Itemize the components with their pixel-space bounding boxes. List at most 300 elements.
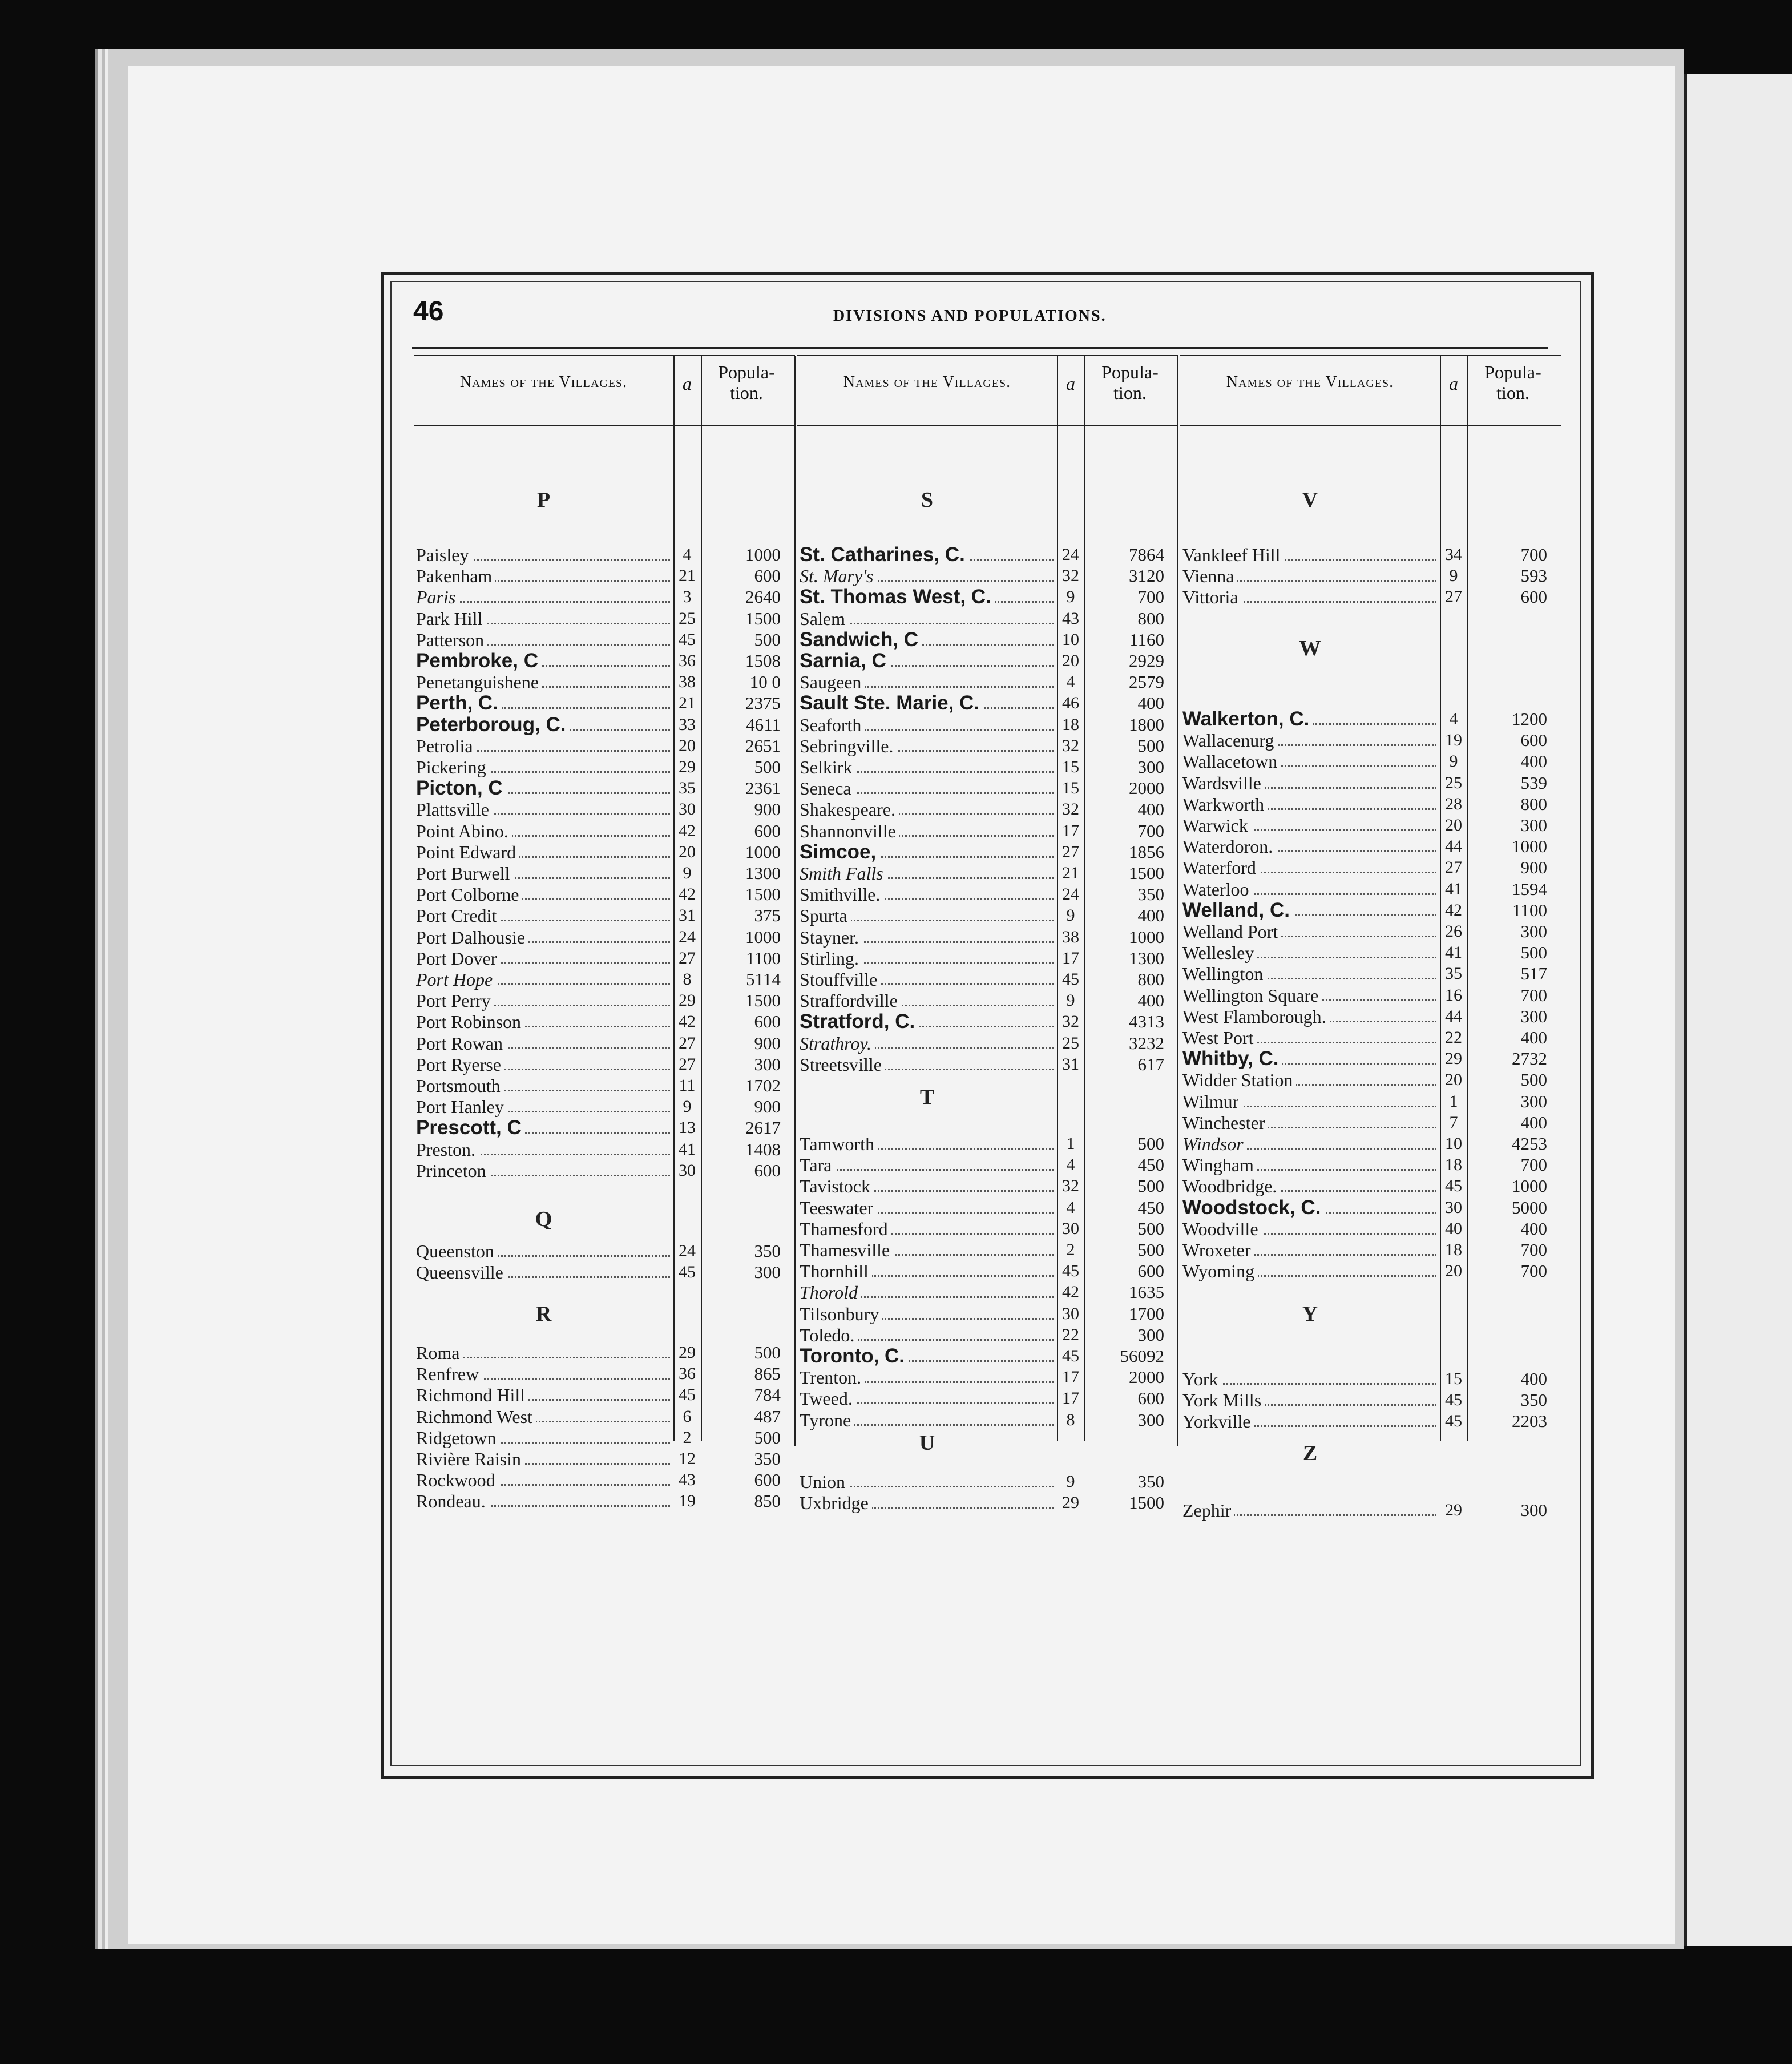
village-name-text: Port Hanley xyxy=(416,1096,507,1117)
village-name-text: Port Hope xyxy=(416,969,496,990)
page-number: 46 xyxy=(413,296,444,326)
village-name-text: Straffordville xyxy=(800,990,901,1011)
village-population: 617 xyxy=(1137,1054,1164,1074)
header-names: Names of the Villages. xyxy=(459,373,628,391)
village-row xyxy=(797,566,1178,586)
village-name xyxy=(416,1449,670,1469)
village-a-value: 41 xyxy=(1445,879,1462,898)
village-row xyxy=(797,672,1178,692)
village-name-text: Plattsville xyxy=(416,799,493,820)
village-name xyxy=(1182,1198,1436,1218)
village-a-value: 24 xyxy=(1062,885,1079,904)
village-a-value: 30 xyxy=(1445,1198,1462,1217)
village-a-value: 9 xyxy=(683,864,692,882)
village-name-text: Widder Station xyxy=(1182,1070,1296,1090)
village-name-text: Point Edward xyxy=(416,842,519,862)
village-name xyxy=(416,1470,670,1490)
village-population: 1702 xyxy=(745,1075,781,1095)
village-row xyxy=(1180,1091,1561,1112)
village-name-text: Woodstock, C. xyxy=(1182,1198,1324,1218)
village-row xyxy=(414,1160,795,1181)
village-row xyxy=(797,1261,1178,1281)
section-letter: Y xyxy=(1302,1302,1318,1326)
village-name xyxy=(800,1198,1054,1218)
village-name-text: St. Thomas West, C. xyxy=(800,587,995,607)
village-name-text: Park Hill xyxy=(416,608,486,629)
table-column xyxy=(797,350,1178,1514)
village-name xyxy=(800,1493,1054,1513)
village-name xyxy=(800,1240,1054,1260)
village-row xyxy=(414,757,795,777)
village-name xyxy=(416,1428,670,1448)
village-population: 350 xyxy=(1520,1390,1547,1410)
village-row xyxy=(797,757,1178,777)
village-row xyxy=(797,1176,1178,1196)
village-population: 5114 xyxy=(746,969,781,989)
village-row xyxy=(1180,730,1561,751)
village-name xyxy=(800,1325,1054,1345)
village-name-text: Princeton xyxy=(416,1160,490,1181)
village-name xyxy=(800,990,1054,1011)
village-a-value: 29 xyxy=(1445,1049,1462,1069)
village-row xyxy=(414,545,795,565)
village-population: 2617 xyxy=(745,1118,781,1138)
village-population: 500 xyxy=(754,757,781,777)
village-row xyxy=(1180,751,1561,772)
village-name-text: Peterboroug, C. xyxy=(416,715,570,735)
village-row xyxy=(1180,815,1561,836)
village-population: 500 xyxy=(1137,1176,1164,1196)
village-a-value: 30 xyxy=(1062,1219,1079,1238)
village-population: 2651 xyxy=(745,735,781,756)
village-population: 300 xyxy=(1137,757,1164,777)
village-population: 1200 xyxy=(1512,709,1547,729)
village-population: 700 xyxy=(1137,820,1164,841)
village-a-value: 45 xyxy=(679,1385,696,1405)
village-name-text: St. Mary's xyxy=(800,566,877,586)
village-population: 600 xyxy=(754,1470,781,1490)
village-name-text: Union xyxy=(800,1472,849,1492)
village-name-text: Port Dover xyxy=(416,948,500,969)
village-a-value: 9 xyxy=(1066,1472,1075,1491)
village-row xyxy=(1180,1500,1561,1521)
village-population: 7864 xyxy=(1129,545,1164,565)
village-population: 500 xyxy=(754,629,781,650)
village-row xyxy=(1180,942,1561,963)
village-population: 1100 xyxy=(746,948,781,968)
village-name xyxy=(800,736,1054,756)
village-name-text: Rockwood xyxy=(416,1470,499,1490)
village-a-value: 38 xyxy=(1062,927,1079,946)
village-row xyxy=(414,1118,795,1138)
column-top-rule xyxy=(1180,355,1561,356)
village-a-value: 21 xyxy=(679,694,696,713)
village-name-text: Simcoe, xyxy=(800,842,879,862)
village-row xyxy=(414,1449,795,1469)
village-name-text: Welland Port xyxy=(1182,921,1281,942)
village-a-value: 4 xyxy=(1066,1155,1075,1175)
village-name-text: Rivière Raisin xyxy=(416,1449,524,1469)
village-name-text: Stirling. xyxy=(800,948,862,969)
village-name xyxy=(1182,879,1436,900)
village-name-text: Roma xyxy=(416,1343,463,1363)
village-row xyxy=(1180,900,1561,921)
village-name-text: Wellington xyxy=(1182,964,1266,984)
village-population: 593 xyxy=(1520,566,1547,586)
village-a-value: 3 xyxy=(683,587,692,607)
village-name xyxy=(1182,857,1436,878)
village-name-text: York xyxy=(1182,1369,1222,1389)
village-name xyxy=(1182,709,1436,729)
village-a-value: 45 xyxy=(1062,1347,1079,1365)
village-row xyxy=(414,608,795,629)
village-a-value: 2 xyxy=(1066,1240,1075,1259)
village-a-value: 20 xyxy=(1445,816,1462,835)
village-row xyxy=(1180,1198,1561,1218)
village-population: 487 xyxy=(754,1406,781,1426)
village-name-text: Portsmouth xyxy=(416,1075,504,1096)
village-population: 1700 xyxy=(1129,1303,1164,1324)
village-row xyxy=(797,778,1178,799)
section-letter: U xyxy=(919,1431,935,1455)
village-population: 900 xyxy=(1520,857,1547,878)
header-population-line2: tion. xyxy=(1113,382,1147,403)
village-population: 1800 xyxy=(1129,714,1164,735)
village-name-text: Thamesford xyxy=(800,1219,891,1239)
village-a-value: 28 xyxy=(1445,794,1462,813)
village-name xyxy=(416,821,670,841)
village-name-text: Queensville xyxy=(416,1262,507,1283)
header-rule-double xyxy=(414,424,795,426)
village-name-text: Sault Ste. Marie, C. xyxy=(800,693,983,713)
village-population: 1100 xyxy=(1512,900,1547,920)
village-population: 400 xyxy=(1520,1112,1547,1132)
village-population: 700 xyxy=(1520,1155,1547,1175)
village-population: 3232 xyxy=(1129,1033,1164,1053)
village-name xyxy=(416,1364,670,1384)
village-name-text: Port Burwell xyxy=(416,863,513,884)
village-name-text: Picton, C xyxy=(416,778,506,799)
village-a-value: 44 xyxy=(1445,1006,1462,1026)
village-row xyxy=(1180,1027,1561,1048)
village-name xyxy=(1182,900,1436,921)
village-name xyxy=(1182,1134,1436,1154)
village-population: 1000 xyxy=(1512,1176,1547,1196)
village-row xyxy=(414,1139,795,1160)
village-a-value: 25 xyxy=(1062,1033,1079,1053)
village-row xyxy=(414,651,795,671)
village-row xyxy=(414,587,795,607)
village-row xyxy=(797,587,1178,607)
village-row xyxy=(797,1198,1178,1218)
village-row xyxy=(414,1054,795,1075)
village-name-text: Wallacenurg xyxy=(1182,730,1277,751)
village-name xyxy=(800,905,1054,926)
village-name xyxy=(1182,1091,1436,1112)
village-row xyxy=(414,672,795,692)
village-name-text: Waterdoron. xyxy=(1182,836,1276,857)
village-a-value: 21 xyxy=(679,566,696,586)
village-population: 700 xyxy=(1520,545,1547,565)
village-name-text: Thornhill xyxy=(800,1261,872,1281)
running-title: DIVISIONS AND POPULATIONS. xyxy=(833,307,1107,325)
village-a-value: 32 xyxy=(1062,1176,1079,1196)
village-row xyxy=(797,1472,1178,1492)
village-name xyxy=(800,799,1054,820)
village-row xyxy=(797,1304,1178,1324)
village-name xyxy=(416,990,670,1011)
village-row xyxy=(797,608,1178,629)
header-population-line2: tion. xyxy=(1496,382,1529,403)
village-name-text: Port Colborne xyxy=(416,884,522,905)
village-a-value: 43 xyxy=(679,1470,696,1490)
village-name xyxy=(1182,1112,1436,1133)
village-name xyxy=(416,672,670,692)
village-population: 865 xyxy=(754,1364,781,1384)
village-name-text: Penetanguishene xyxy=(416,672,542,692)
village-population: 1635 xyxy=(1129,1282,1164,1303)
village-population: 375 xyxy=(754,905,781,926)
village-name-text: Smith Falls xyxy=(800,863,887,884)
village-population: 4253 xyxy=(1512,1134,1547,1154)
village-name xyxy=(800,1054,1054,1075)
village-a-value: 25 xyxy=(679,608,696,628)
village-a-value: 19 xyxy=(679,1491,696,1511)
village-name-text: St. Catharines, C. xyxy=(800,545,968,565)
village-name-text: Warkworth xyxy=(1182,794,1268,815)
village-name xyxy=(416,842,670,862)
village-a-value: 9 xyxy=(1066,991,1075,1010)
village-row xyxy=(797,821,1178,841)
village-row xyxy=(1180,1390,1561,1410)
village-a-value: 20 xyxy=(1062,651,1079,670)
village-name-text: Petrolia xyxy=(416,736,477,756)
village-name-text: Vittoria xyxy=(1182,587,1242,607)
village-population: 500 xyxy=(1137,735,1164,756)
village-name-text: Tweed. xyxy=(800,1388,856,1409)
village-name xyxy=(1182,921,1436,942)
village-row xyxy=(414,1262,795,1283)
village-a-value: 29 xyxy=(1062,1493,1079,1513)
village-a-value: 9 xyxy=(683,1097,692,1116)
village-population: 1500 xyxy=(745,884,781,905)
village-population: 350 xyxy=(1137,884,1164,905)
village-population: 800 xyxy=(1137,608,1164,628)
village-a-value: 16 xyxy=(1445,985,1462,1005)
village-a-value: 43 xyxy=(1062,608,1079,628)
village-a-value: 45 xyxy=(1445,1176,1462,1196)
village-row xyxy=(797,1388,1178,1409)
village-name xyxy=(1182,1027,1436,1048)
village-a-value: 17 xyxy=(1062,1389,1079,1408)
village-name xyxy=(800,884,1054,905)
village-row xyxy=(414,1096,795,1117)
village-a-value: 32 xyxy=(1062,800,1079,819)
village-name xyxy=(800,1410,1054,1430)
village-a-value: 18 xyxy=(1062,715,1079,734)
village-row xyxy=(1180,1261,1561,1281)
village-population: 1500 xyxy=(745,608,781,628)
village-row xyxy=(797,1054,1178,1075)
village-name xyxy=(800,1388,1054,1409)
village-population: 2203 xyxy=(1512,1411,1547,1432)
village-row xyxy=(797,1219,1178,1239)
village-a-value: 35 xyxy=(679,779,696,798)
village-name xyxy=(1182,1500,1436,1521)
village-name xyxy=(800,927,1054,948)
village-a-value: 45 xyxy=(1445,1412,1462,1431)
village-a-value: 44 xyxy=(1445,837,1462,856)
village-row xyxy=(797,927,1178,948)
village-name xyxy=(1182,773,1436,793)
village-population: 400 xyxy=(1520,751,1547,772)
village-row xyxy=(1180,1240,1561,1260)
village-row xyxy=(1180,1369,1561,1389)
village-row xyxy=(414,693,795,713)
village-name xyxy=(416,630,670,650)
village-name-text: Stayner. xyxy=(800,927,862,948)
village-population: 850 xyxy=(754,1491,781,1511)
village-row xyxy=(414,1011,795,1032)
village-name-text: Paisley xyxy=(416,545,472,565)
village-name-text: Thamesville xyxy=(800,1240,893,1260)
village-row xyxy=(414,799,795,820)
header-a: a xyxy=(1449,373,1458,394)
village-row xyxy=(1180,1049,1561,1069)
village-row xyxy=(1180,836,1561,857)
village-row xyxy=(414,969,795,990)
village-a-value: 29 xyxy=(679,1343,696,1362)
facing-page-edge xyxy=(1684,74,1792,1946)
village-name xyxy=(800,842,1054,862)
village-a-value: 4 xyxy=(683,545,692,564)
village-name xyxy=(1182,566,1436,586)
village-row xyxy=(797,990,1178,1011)
village-row xyxy=(797,736,1178,756)
village-name-text: Walkerton, C. xyxy=(1182,709,1313,729)
village-a-value: 42 xyxy=(679,885,696,904)
village-name-text: Wroxeter xyxy=(1182,1240,1254,1260)
village-row xyxy=(414,1428,795,1448)
village-a-value: 46 xyxy=(1062,694,1079,713)
village-row xyxy=(797,545,1178,565)
village-name-text: Sarnia, C xyxy=(800,651,890,671)
village-population: 400 xyxy=(1137,990,1164,1011)
village-a-value: 45 xyxy=(1445,1390,1462,1410)
village-a-value: 27 xyxy=(679,1054,696,1074)
village-a-value: 29 xyxy=(1445,1501,1462,1519)
village-population: 400 xyxy=(1520,1369,1547,1389)
village-row xyxy=(1180,964,1561,984)
village-row xyxy=(797,715,1178,735)
village-population: 2000 xyxy=(1129,1367,1164,1388)
village-name-text: Tyrone xyxy=(800,1410,854,1430)
village-name xyxy=(416,927,670,948)
village-name xyxy=(800,1261,1054,1281)
village-name-text: Vienna xyxy=(1182,566,1237,586)
village-name xyxy=(416,715,670,735)
village-name xyxy=(416,1118,670,1138)
village-name-text: Point Abino. xyxy=(416,821,512,841)
village-a-value: 6 xyxy=(683,1406,692,1426)
village-name-text: West Port xyxy=(1182,1027,1257,1048)
village-name-text: Strathroy. xyxy=(800,1033,875,1054)
village-name-text: Seaforth xyxy=(800,715,865,735)
village-name xyxy=(416,566,670,586)
village-a-value: 45 xyxy=(679,1263,696,1282)
village-population: 3120 xyxy=(1129,566,1164,586)
village-name xyxy=(416,757,670,777)
village-name-text: Pembroke, C xyxy=(416,651,542,671)
village-row xyxy=(414,778,795,799)
village-name xyxy=(1182,942,1436,963)
village-population: 300 xyxy=(1520,815,1547,835)
village-row xyxy=(1180,1006,1561,1027)
village-name-text: Shannonville xyxy=(800,821,899,841)
village-a-value: 9 xyxy=(1449,752,1458,771)
village-a-value: 31 xyxy=(679,906,696,925)
village-population: 500 xyxy=(1520,942,1547,963)
village-population: 450 xyxy=(1137,1197,1164,1218)
village-a-value: 32 xyxy=(1062,736,1079,755)
header-population-line1: Popula- xyxy=(718,362,775,382)
header-population xyxy=(1467,362,1559,419)
village-a-value: 15 xyxy=(1062,779,1079,798)
village-a-value: 17 xyxy=(1062,948,1079,968)
village-a-value: 42 xyxy=(1062,1283,1079,1302)
village-name-text: Sebringville. xyxy=(800,736,897,756)
village-population: 300 xyxy=(754,1262,781,1283)
village-row xyxy=(1180,794,1561,815)
village-population: 800 xyxy=(1137,969,1164,989)
village-a-value: 38 xyxy=(679,672,696,692)
village-population: 1500 xyxy=(745,990,781,1011)
village-row xyxy=(414,1406,795,1427)
village-population: 400 xyxy=(1137,799,1164,820)
village-row xyxy=(1180,566,1561,586)
village-a-value: 26 xyxy=(1445,922,1462,941)
village-a-value: 30 xyxy=(679,1160,696,1180)
village-row xyxy=(1180,1112,1561,1133)
village-row xyxy=(797,842,1178,862)
village-population: 400 xyxy=(1137,693,1164,713)
village-name-text: Wilmur xyxy=(1182,1091,1242,1112)
village-population: 500 xyxy=(1520,1070,1547,1090)
village-row xyxy=(414,1075,795,1096)
village-population: 500 xyxy=(1137,1134,1164,1154)
header-population-line1: Popula- xyxy=(1484,362,1541,382)
village-a-value: 35 xyxy=(1445,964,1462,983)
village-a-value: 2 xyxy=(683,1428,692,1447)
village-population: 1000 xyxy=(1129,926,1164,947)
village-name xyxy=(800,672,1054,692)
village-population: 400 xyxy=(1520,1027,1547,1047)
village-a-value: 12 xyxy=(679,1449,696,1468)
village-row xyxy=(414,821,795,841)
village-name-text: Tilsonbury xyxy=(800,1304,882,1324)
village-population: 1160 xyxy=(1129,629,1164,650)
village-row xyxy=(797,799,1178,820)
village-name xyxy=(800,1155,1054,1175)
village-name xyxy=(1182,815,1436,836)
village-population: 1000 xyxy=(745,926,781,947)
village-name-text: Whitby, C. xyxy=(1182,1049,1282,1069)
village-row xyxy=(414,1364,795,1384)
village-a-value: 32 xyxy=(1062,1012,1079,1031)
village-a-value: 4 xyxy=(1449,710,1458,728)
village-row xyxy=(797,1367,1178,1388)
village-name xyxy=(416,545,670,565)
